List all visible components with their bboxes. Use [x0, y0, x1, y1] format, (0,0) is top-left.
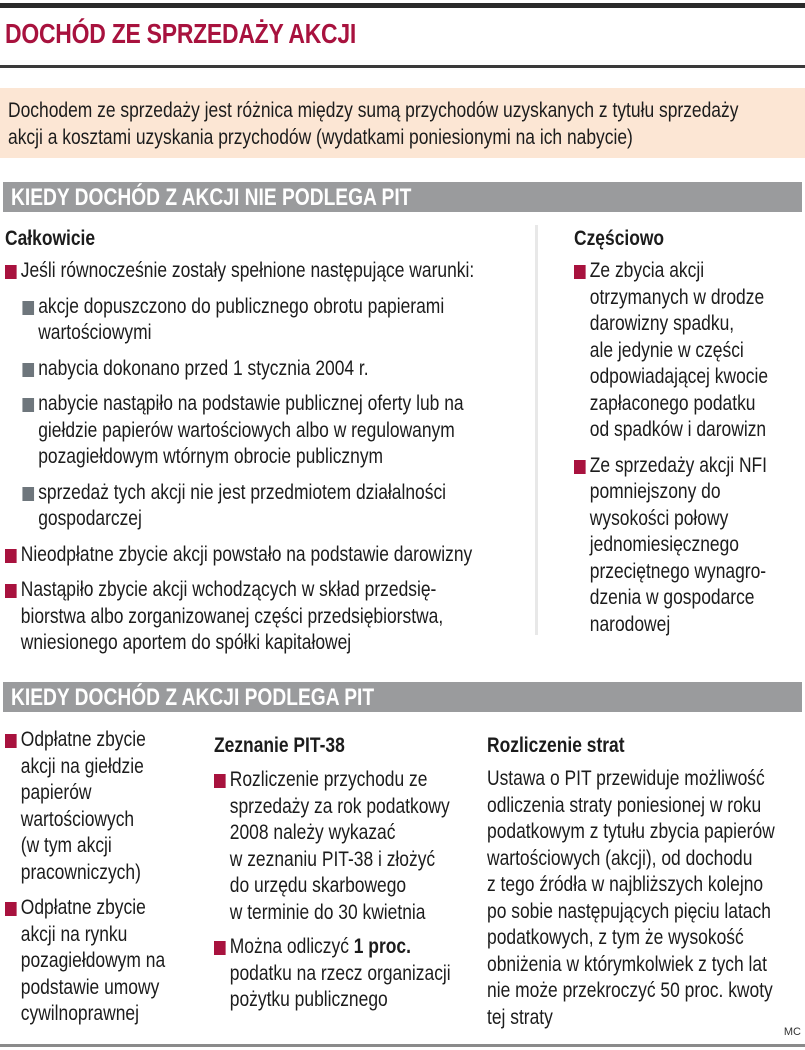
text-line: sprzedaży za rok podatkowy: [229, 794, 450, 818]
list-item-text: [22, 391, 527, 471]
text-line: tej straty: [487, 1005, 553, 1029]
text-line: Ze zbycia akcji: [589, 259, 705, 282]
square-bullet-icon: [214, 941, 226, 955]
text-prefix: Można odliczyć: [229, 935, 354, 958]
list-item: [5, 577, 528, 657]
text-line: wartościowych: [20, 807, 135, 831]
section-header-text: KIEDY DOCHÓD Z AKCJI PODLEGA PIT: [11, 684, 375, 711]
text-line: w zeznaniu PIT-38 i złożyć: [229, 847, 436, 871]
list-item-text: [574, 453, 805, 639]
square-bullet-icon: [5, 734, 17, 748]
text-line: nie może przekroczyć 50 proc. kwoty: [487, 979, 773, 1002]
partially-heading: Częściowo: [574, 227, 665, 250]
list-item-text: [214, 767, 488, 926]
text-line: zapłaconego podatku: [589, 391, 756, 415]
sub-list-item: [22, 391, 527, 471]
text-line: podatkowych, z tym że wysokość: [487, 926, 744, 949]
text-line: wartościowych (akcji), od dochodu: [487, 846, 753, 870]
square-bullet-icon: [214, 774, 226, 788]
section-header-not-taxed: [3, 182, 802, 212]
intro-box: [0, 88, 805, 158]
page-title: DOCHÓD ZE SPRZEDAŻY AKCJI: [5, 18, 357, 49]
text-line: narodowej: [589, 612, 671, 636]
list-item: [214, 767, 488, 926]
list-item: [5, 727, 204, 886]
text-line: odliczenia straty poniesionej w roku: [487, 793, 762, 817]
partially-list: [574, 258, 805, 638]
list-item-text: [574, 258, 805, 444]
text-line: nabycia dokonano przed 1 stycznia 2004 r.: [38, 356, 369, 380]
top-rule: [0, 3, 805, 8]
text-line: akcji na giełdzie: [20, 754, 144, 778]
bottom-rule: [0, 1044, 805, 1047]
column-divider: [535, 225, 538, 635]
text-line: wysokości połowy: [589, 506, 729, 530]
text-line: do urzędu skarbowego: [229, 874, 407, 897]
list-item: [574, 453, 805, 639]
text-line: biorstwa albo zorganizowanej części przedsiębiorstwa,: [20, 604, 444, 628]
title-rule: [0, 65, 805, 68]
text-line: darowizny spadku,: [589, 312, 735, 335]
list-item: [5, 258, 528, 285]
text-line: cywilnoprawnej: [20, 1002, 139, 1025]
square-bullet-icon: [22, 301, 34, 315]
sub-list-item: [22, 480, 527, 533]
square-bullet-icon: [5, 584, 17, 598]
list-item: [574, 258, 805, 444]
losses-heading: Rozliczenie strat: [487, 734, 625, 757]
list-item: [5, 895, 204, 1028]
author-credit: MC: [783, 1026, 801, 1038]
text-line: Nastąpiło zbycie akcji wchodzących w skład przedsię-: [20, 578, 437, 601]
text-line: przeciętnego wynagro-: [589, 559, 767, 583]
list-item-text: [5, 577, 528, 657]
text-line: pożytku publicznego: [229, 988, 388, 1011]
list-item-text: [22, 356, 527, 383]
list-item-text: [22, 294, 527, 347]
losses-column: [487, 733, 802, 1031]
text-line: w terminie do 30 kwietnia: [229, 900, 426, 924]
text-line: pracowniczych): [20, 860, 141, 884]
list-item-text: [214, 934, 488, 1014]
pit38-column: [214, 733, 488, 1014]
text-line: otrzymanych w drodze: [589, 285, 765, 309]
square-bullet-icon: [5, 549, 17, 563]
text-line: pozagiełdowym na: [20, 949, 166, 972]
list-item-text: [5, 258, 528, 285]
list-item-text: [5, 727, 204, 886]
square-bullet-icon: [5, 265, 17, 279]
square-bullet-icon: [22, 487, 34, 501]
text-line: od spadków i darowizn: [589, 418, 767, 441]
intro-text: [8, 97, 788, 151]
text-line: pozagiełdowym wtórnym obrocie publicznym: [38, 445, 384, 468]
list-item: [214, 934, 488, 1014]
text-line: Jeśli równocześnie zostały spełnione następujące warunki:: [20, 259, 475, 282]
square-bullet-icon: [22, 398, 34, 412]
text-line: Ustawa o PIT przewiduje możliwość: [487, 767, 765, 790]
pit38-heading: Zeznanie PIT-38: [214, 734, 345, 757]
fully-list: [5, 258, 528, 657]
intro-line: akcji a kosztami uzyskania przychodów (wydatkami poniesionymi na ich nabycie): [8, 126, 633, 149]
text-line: Nieodpłatne zbycie akcji powstało na podstawie darowizny: [20, 542, 473, 566]
list-item-text: [5, 895, 204, 1028]
square-bullet-icon: [574, 265, 586, 279]
text-line: wniesionego aportem do spółki kapitałowej: [20, 631, 352, 654]
fully-heading: Całkowicie: [5, 227, 96, 250]
sub-list-item: [22, 356, 527, 383]
square-bullet-icon: [574, 460, 586, 474]
text-line: 2008 należy wykazać: [229, 821, 396, 844]
square-bullet-icon: [22, 363, 34, 377]
list-item-text: [22, 480, 527, 533]
text-line: z tego źródła w najbliższych kolejno: [487, 873, 764, 896]
text-line: akcji na rynku: [20, 922, 128, 946]
emphasis-text: 1 proc.: [353, 935, 411, 958]
text-line: (w tym akcji: [20, 834, 112, 857]
text-line: po sobie następujących pięciu latach: [487, 899, 771, 923]
text-line: Ze sprzedaży akcji NFI: [589, 453, 768, 477]
text-line: gospodarczej: [38, 507, 142, 530]
text-line: papierów: [20, 781, 92, 804]
text-line: Odpłatne zbycie: [20, 728, 146, 751]
section-header-text: KIEDY DOCHÓD Z AKCJI NIE PODLEGA PIT: [11, 184, 412, 211]
text-line: jednomiesięcznego: [589, 533, 740, 556]
list-item: [5, 542, 528, 569]
partially-column: [574, 226, 805, 638]
text-line: Odpłatne zbycie: [20, 896, 146, 919]
fully-column: [5, 226, 528, 657]
square-bullet-icon: [5, 902, 17, 916]
text-line: Rozliczenie przychodu ze: [229, 768, 428, 791]
text-line: podatku na rzecz organizacji: [229, 961, 451, 985]
text-line: nabycie nastąpiło na podstawie publicznej oferty lub na: [38, 392, 464, 415]
text-line: sprzedaż tych akcji nie jest przedmiotem działalności: [38, 480, 447, 504]
cases-list: [5, 727, 204, 1028]
text-line: odpowiadającej kwocie: [589, 365, 769, 388]
text-line: akcje dopuszczono do publicznego obrotu papierami: [38, 294, 445, 318]
text-line: giełdzie papierów wartościowych albo w regulowanym: [38, 418, 455, 442]
section-header-taxed: [3, 682, 802, 712]
text-line: podstawie umowy: [20, 975, 160, 999]
sub-list-item: [22, 294, 527, 347]
text-line: dzenia w gospodarce: [589, 586, 755, 609]
intro-line: Dochodem ze sprzedaży jest różnica między sumą przychodów uzyskanych z tytułu sprzedaży: [8, 99, 739, 122]
text-line: obniżenia w którymkolwiek z tych lat: [487, 952, 767, 976]
text-line: podatkowym z tytułu zbycia papierów: [487, 820, 775, 843]
cases-column: [5, 727, 204, 1028]
losses-paragraph: [487, 766, 802, 1031]
text-line: pomniejszony do: [589, 480, 721, 503]
list-item-text: [5, 542, 528, 569]
text-line: wartościowymi: [38, 321, 152, 344]
text-line: ale jedynie w części: [589, 338, 744, 362]
